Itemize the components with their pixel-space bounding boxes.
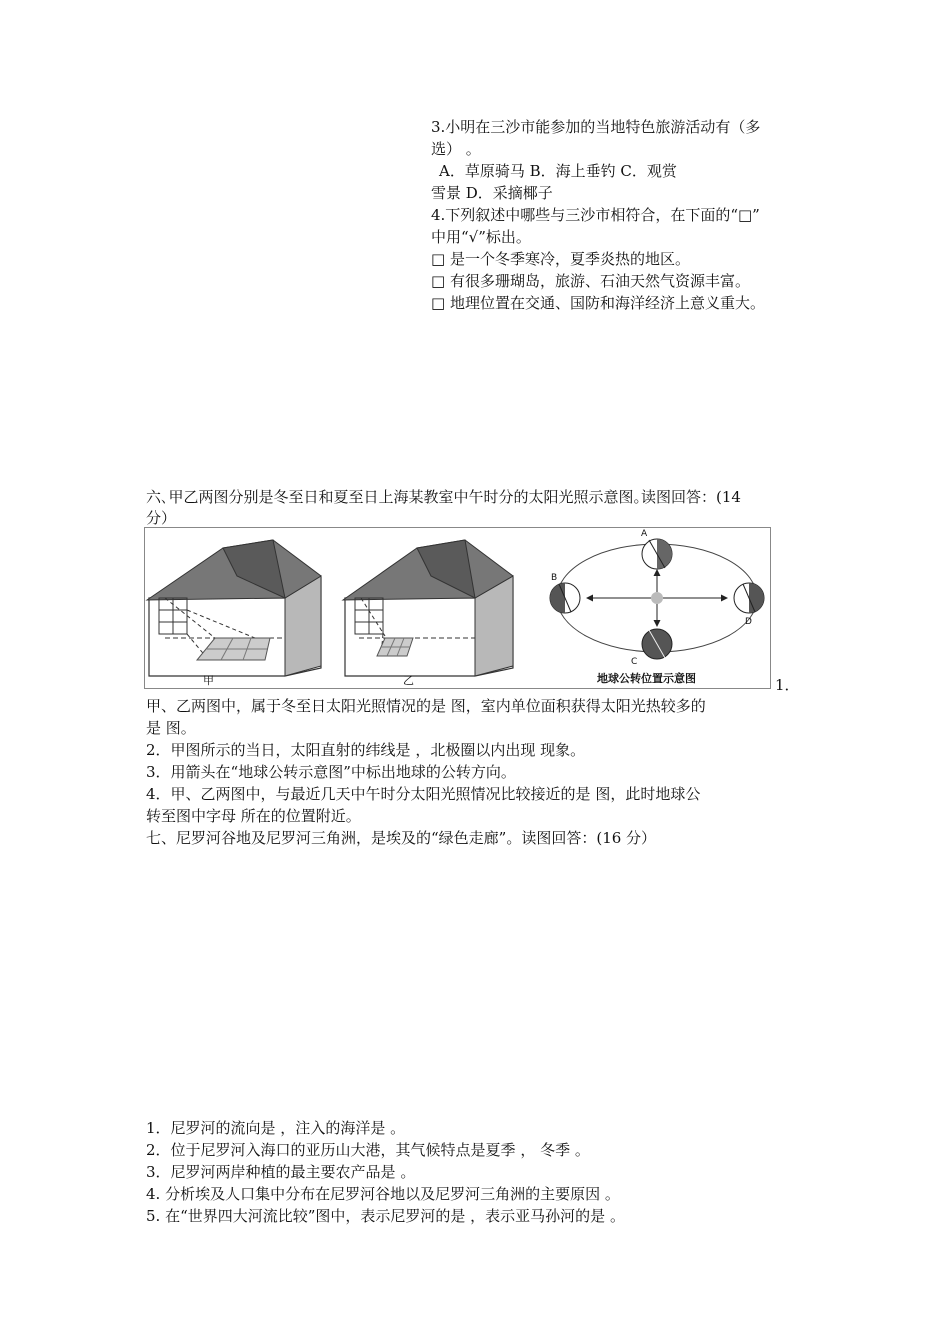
orbit-diagram — [550, 539, 764, 659]
section7-q5: 5. 在“世界四大河流比较”图中，表示尼罗河的是 ，表示亚马孙河的是 。 — [146, 1207, 625, 1225]
house-jia — [147, 540, 321, 676]
orbit-label-c: C — [631, 657, 638, 667]
sunlight-diagram — [145, 528, 770, 688]
section6-q4-line1: 4．甲、乙两图中，与最近几天中午时分太阳光照情况比较接近的是 图，此时地球公 — [146, 785, 701, 803]
house-yi — [343, 540, 513, 676]
label-jia: 甲 — [203, 674, 214, 687]
q4-option-3: □ 地理位置在交通、国防和海洋经济上意义重大。 — [431, 294, 765, 312]
section6-heading-cont: 分） — [146, 509, 177, 527]
sunlight-figure — [144, 527, 771, 689]
section6-q1-line1: 甲、乙两图中，属于冬至日太阳光照情况的是 图，室内单位面积获得太阳光热较多的 — [146, 697, 706, 715]
section7-q4: 4. 分析埃及人口集中分布在尼罗河谷地以及尼罗河三角洲的主要原因 。 — [146, 1185, 620, 1203]
q3-options-line: A．草原骑马 B．海上垂钓 C．观赏 — [439, 162, 677, 180]
section6-q4-line2: 转至图中字母 所在的位置附近。 — [146, 807, 361, 825]
sun-icon — [651, 592, 663, 604]
q4-option-1: □ 是一个冬季寒冷，夏季炎热的地区。 — [431, 250, 690, 268]
section7-q2: 2．位于尼罗河入海口的亚历山大港，其气候特点是夏季 ， 冬季 。 — [146, 1141, 590, 1159]
q3-line1: 3.小明在三沙市能参加的当地特色旅游活动有（多 — [431, 118, 761, 136]
q3-line2: 选） 。 — [431, 140, 481, 158]
orbit-label-b: B — [551, 573, 558, 583]
section7-heading: 七、尼罗河谷地及尼罗河三角洲，是埃及的“绿色走廊”。读图回答：(16 分） — [146, 829, 657, 847]
q4-option-2: □ 有很多珊瑚岛，旅游、石油天然气资源丰富。 — [431, 272, 750, 290]
section6-heading: 六､甲乙两图分别是冬至日和夏至日上海某教室中午时分的太阳光照示意图｡读图回答：(14 — [146, 488, 741, 506]
section7-q1: 1．尼罗河的流向是 ，注入的海洋是 。 — [146, 1119, 406, 1137]
section7-q3: 3．尼罗河两岸种植的最主要农产品是 。 — [146, 1163, 416, 1181]
q3-options-line-2: 雪景 D．采摘椰子 — [431, 184, 553, 202]
orbit-label-a: A — [641, 529, 648, 539]
label-yi: 乙 — [403, 674, 414, 687]
q4-line2: 中用“√”标出。 — [431, 228, 531, 246]
orbit-caption: 地球公转位置示意图 — [597, 672, 696, 685]
orbit-label-d: D — [745, 617, 752, 627]
section6-q3: 3．用箭头在“地球公转示意图”中标出地球的公转方向。 — [146, 763, 516, 781]
q4-line1: 4.下列叙述中哪些与三沙市相符合，在下面的“□” — [431, 206, 760, 224]
section6-q1-number: 1． — [775, 676, 800, 694]
section6-q2: 2．甲图所示的当日，太阳直射的纬线是 ，北极圈以内出现 现象。 — [146, 741, 586, 759]
section6-q1-line2: 是 图。 — [146, 719, 196, 737]
